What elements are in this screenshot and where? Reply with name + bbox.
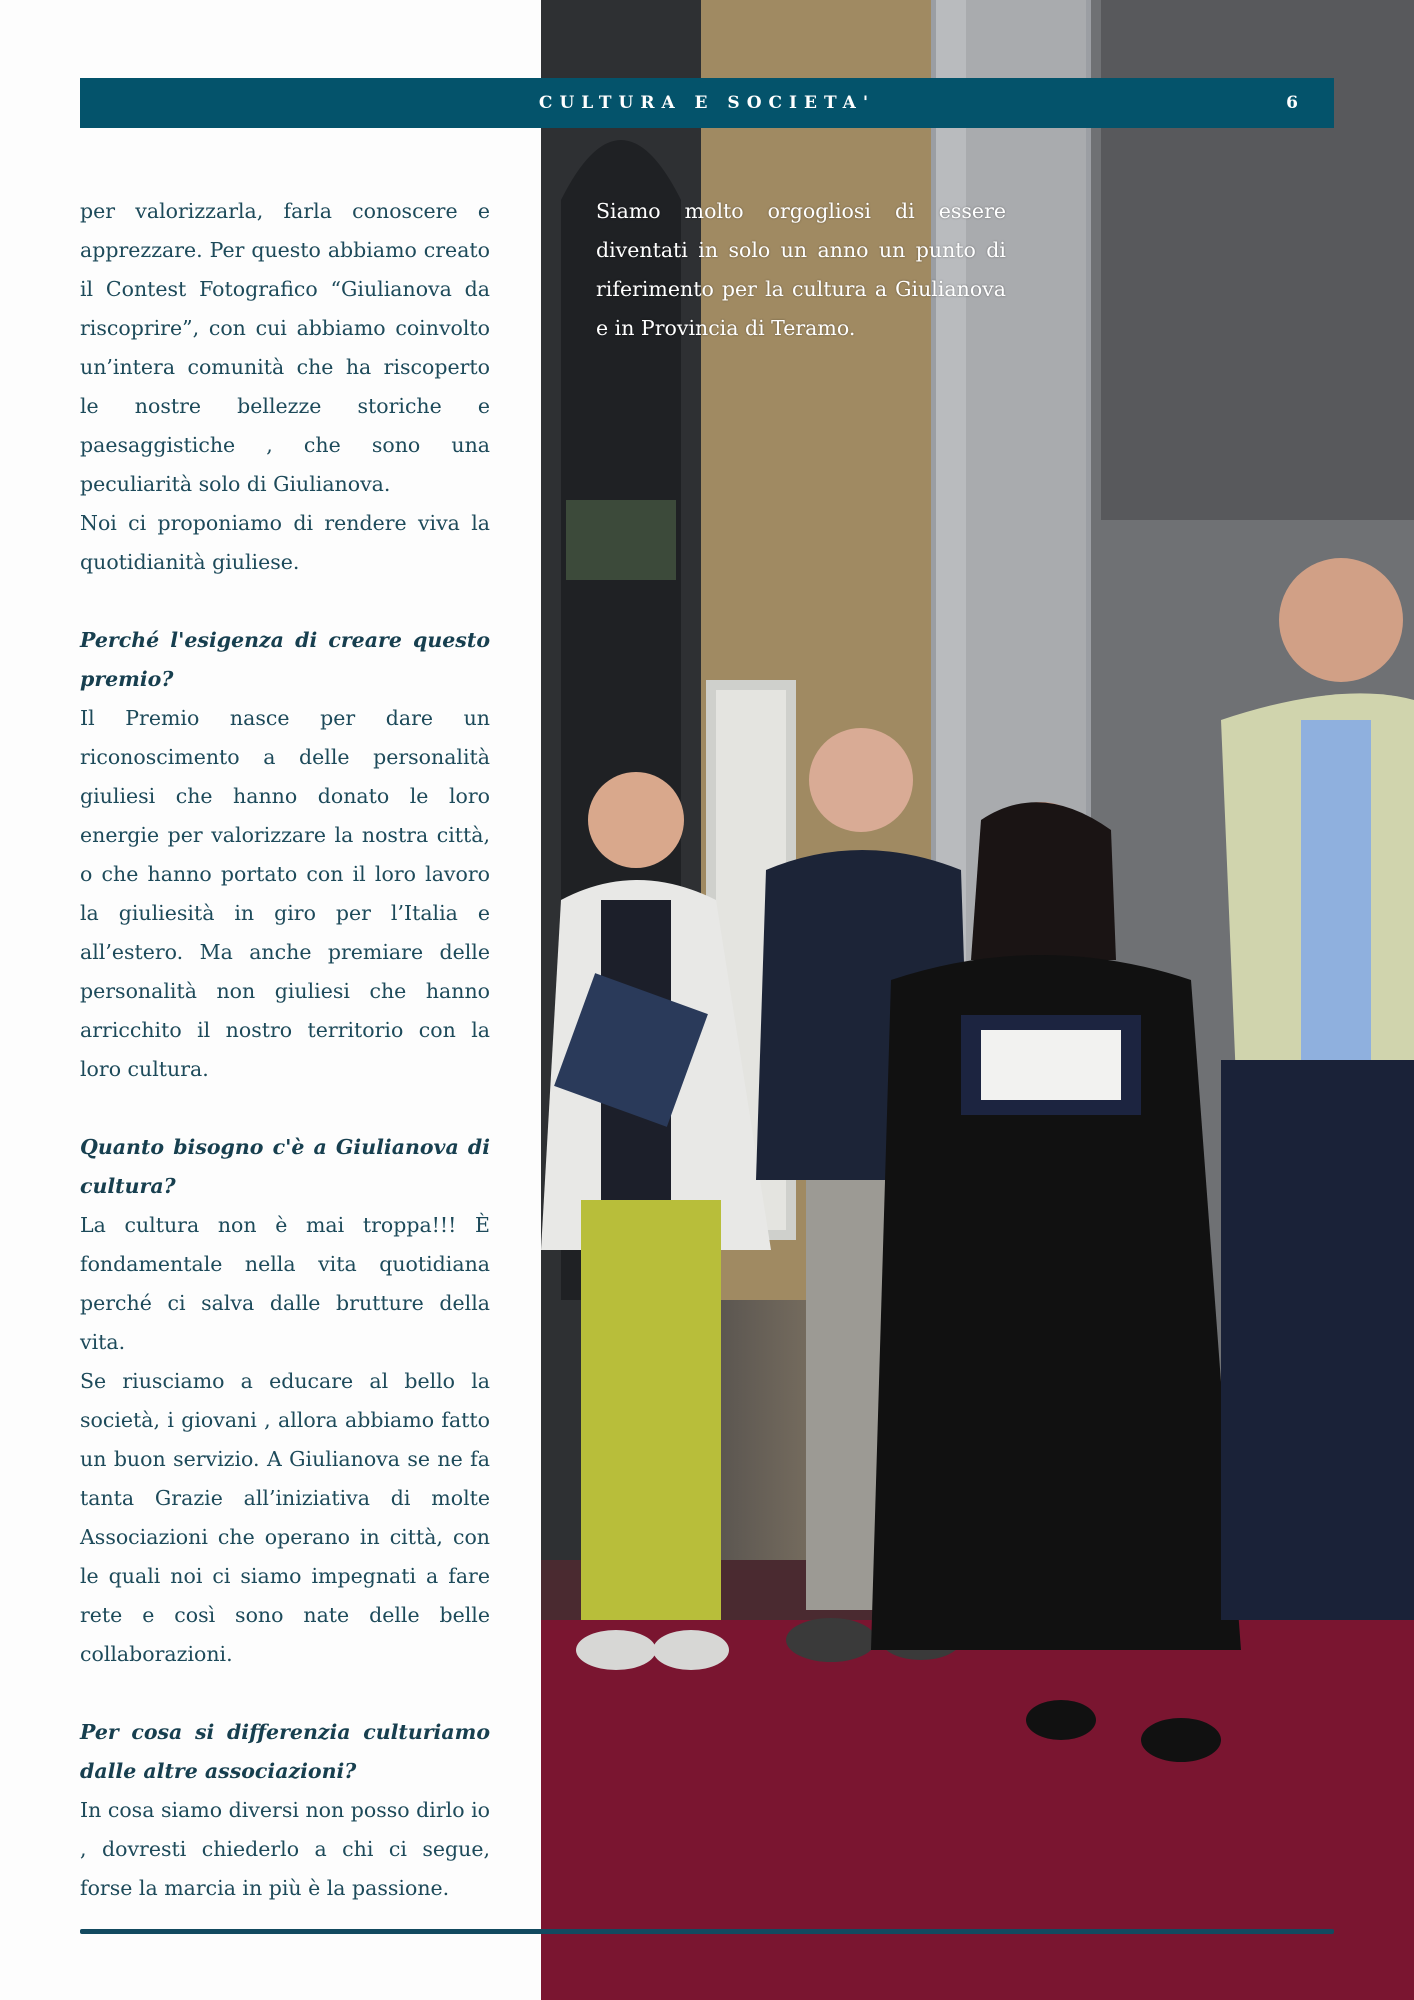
article-left-column [80, 192, 490, 1908]
article-paragraph: Noi ci proponiamo di rendere viva la quotidianità giuliese. [80, 511, 490, 574]
interview-answer: In cosa siamo diversi non posso dirlo io , dovresti chiederlo a chi ci segue, forse la marcia in più è la passione. [80, 1798, 490, 1900]
paragraph-spacer [80, 582, 490, 621]
interview-question: Per cosa si differenzia culturiamo dalle altre associazioni? [80, 1720, 490, 1783]
interview-question: Quanto bisogno c'è a Giulianova di cultura? [80, 1135, 490, 1198]
interview-question: Perché l'esigenza di creare questo premio? [80, 628, 490, 691]
article-right-column [596, 192, 1006, 348]
article-paragraph: per valorizzarla, farla conoscere e apprezzare. Per questo abbiamo creato il Contest Fotografico “Giulianova da riscoprire”, con cui abbiamo coinvolto un’intera comunità che ha riscoperto le nostre bellezze storiche e paesaggistiche , che sono una peculiarità solo di Giulianova. [80, 199, 490, 496]
interview-answer: Il Premio nasce per dare un riconoscimento a delle personalità giuliesi che hanno donato le loro energie per valorizzare la nostra città, o che hanno portato con il loro lavoro la giuliesità in giro per l’Italia e all’estero. Ma anche premiare delle personalità non giuliesi che hanno arricchito il nostro territorio con la loro cultura. [80, 706, 490, 1081]
page-number: 6 [1286, 93, 1298, 113]
article-paragraph: Siamo molto orgogliosi di essere diventati in solo un anno un punto di riferimento per la cultura a Giulianova e in Provincia di Teramo. [596, 199, 1006, 340]
footer-divider [80, 1929, 1334, 1934]
paragraph-spacer [80, 1089, 490, 1128]
interview-answer: La cultura non è mai troppa!!! È fondamentale nella vita quotidiana perché ci salva dalle brutture della vita. [80, 1213, 490, 1354]
section-title: CULTURA E SOCIETA' [538, 93, 876, 113]
section-header-bar [80, 78, 1334, 128]
interview-answer: Se riusciamo a educare al bello la società, i giovani , allora abbiamo fatto un buon servizio. A Giulianova se ne fa tanta Grazie all’iniziativa di molte Associazioni che operano in città, con le quali noi ci siamo impegnati a fare rete e così sono nate delle belle collaborazioni. [80, 1369, 490, 1666]
paragraph-spacer [80, 1674, 490, 1713]
